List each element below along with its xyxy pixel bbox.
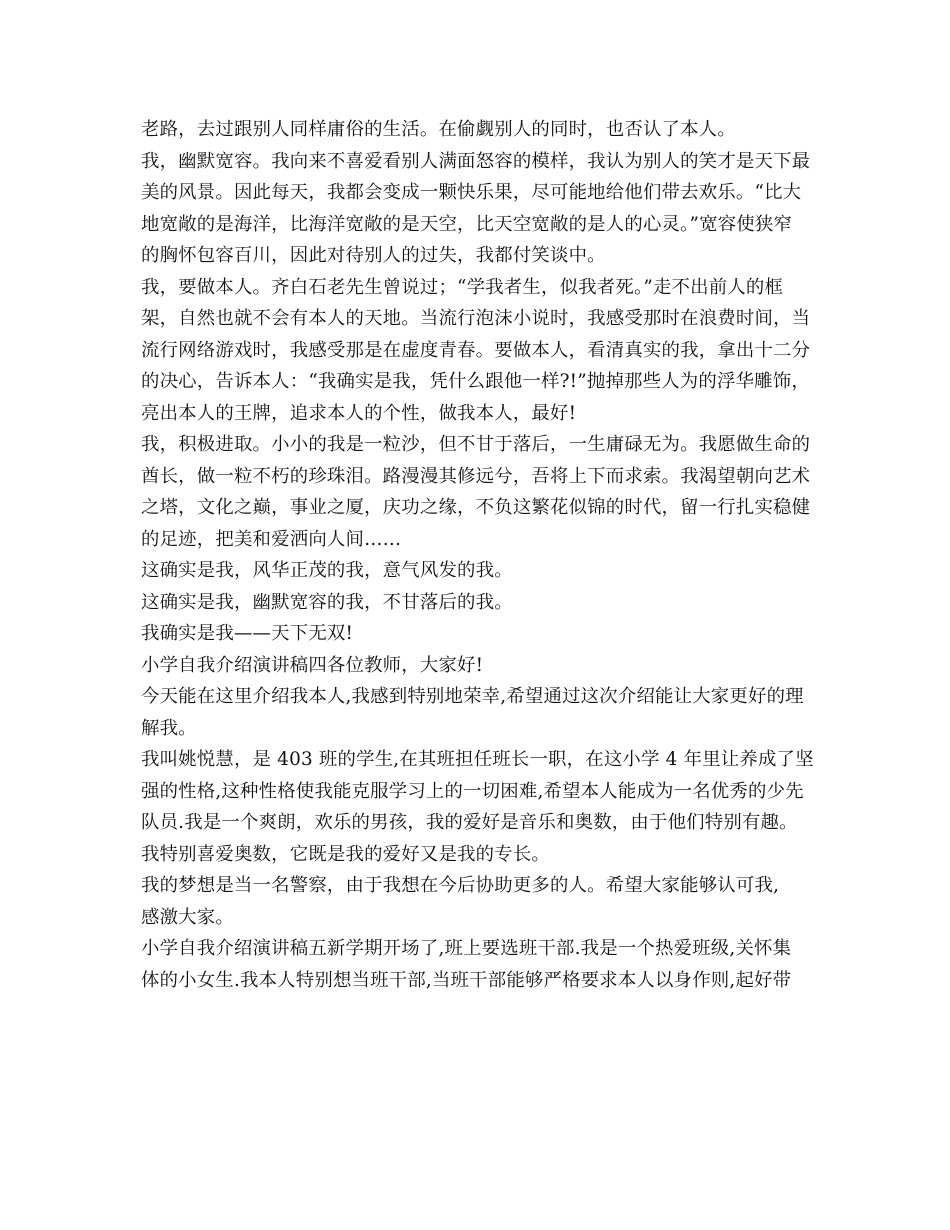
text-line: 的决心，告诉本人：“我确实是我，凭什么跟他一样?!”抛掉那些人为的浮华雕饰， [141, 371, 810, 392]
text-line: 之塔，文化之巅，事业之厦，庆功之缘，不负这繁花似锦的时代，留一行扎实稳健 [141, 497, 811, 518]
text-line: 的胸怀包容百川，因此对待别人的过失，我都付笑谈中。 [141, 245, 606, 266]
text-line: 我特别喜爱奥数，它既是我的爱好又是我的专长。 [141, 843, 550, 865]
text-line: 体的小女生.我本人特别想当班干部,当班干部能够严格要求本人以身作则,起好带 [141, 969, 792, 991]
text-line: 解我。 [141, 717, 197, 739]
text-line: 亮出本人的王牌，追求本人的个性，做我本人，最好! [141, 402, 577, 424]
text-line: 我的梦想是当一名警察，由于我想在今后协助更多的人。希望大家能够认可我, [141, 875, 780, 896]
text-line: 这确实是我，风华正茂的我，意气风发的我。 [141, 560, 513, 581]
document-body [141, 114, 841, 996]
text-line: 队员.我是一个爽朗，欢乐的男孩，我的爱好是音乐和奥数，由于他们特别有趣。 [141, 812, 798, 833]
text-line: 地宽敞的是海洋，比海洋宽敞的是天空，比天空宽敞的是人的心灵。”宽容使狭窄 [141, 213, 793, 235]
text-line: 小学自我介绍演讲稿五新学期开场了,班上要选班干部.我是一个热爱班级,关怀集 [141, 938, 792, 959]
text-line: 这确实是我，幽默宽容的我，不甘落后的我。 [141, 591, 513, 613]
text-line: 今天能在这里介绍我本人,我感到特别地荣幸,希望通过这次介绍能让大家更好的理 [141, 686, 804, 707]
text-line: 的足迹，把美和爱洒向人间…… [141, 528, 402, 550]
text-line: 老路，去过跟别人同样庸俗的生活。在偷觑别人的同时，也否认了本人。 [141, 119, 736, 140]
text-line: 酋长，做一粒不朽的珍珠泪。路漫漫其修远兮，吾将上下而求索。我渴望朝向艺术 [141, 465, 811, 487]
text-line: 我确实是我——天下无双! [141, 623, 354, 644]
text-line: 感激大家。 [141, 906, 234, 928]
text-line: 强的性格,这种性格使我能克服学习上的一切困难,希望本人能成为一名优秀的少先 [141, 780, 804, 802]
text-line: 美的风景。因此每天，我都会变成一颗快乐果，尽可能地给他们带去欢乐。“比大 [141, 182, 802, 203]
text-line: 我，要做本人。齐白石老先生曾说过；“学我者生，似我者死。”走不出前人的框 [141, 276, 784, 298]
text-line: 小学自我介绍演讲稿四各位教师，大家好! [141, 654, 484, 676]
text-line: 流行网络游戏时，我感受那是在虚度青春。要做本人，看清真实的我，拿出十二分 [141, 339, 811, 361]
text-line: 我叫姚悦慧，是 403 班的学生,在其班担任班长一职，在这小学 4 年里让养成了坚 [141, 749, 814, 770]
text-line: 我，积极进取。小小的我是一粒沙，但不甘于落后，一生庸碌无为。我愿做生命的 [141, 434, 811, 455]
text-line: 架，自然也就不会有本人的天地。当流行泡沫小说时，我感受那时在浪费时间，当 [141, 308, 811, 329]
text-line: 我，幽默宽容。我向来不喜爱看别人满面怒容的模样，我认为别人的笑才是天下最 [141, 150, 811, 172]
